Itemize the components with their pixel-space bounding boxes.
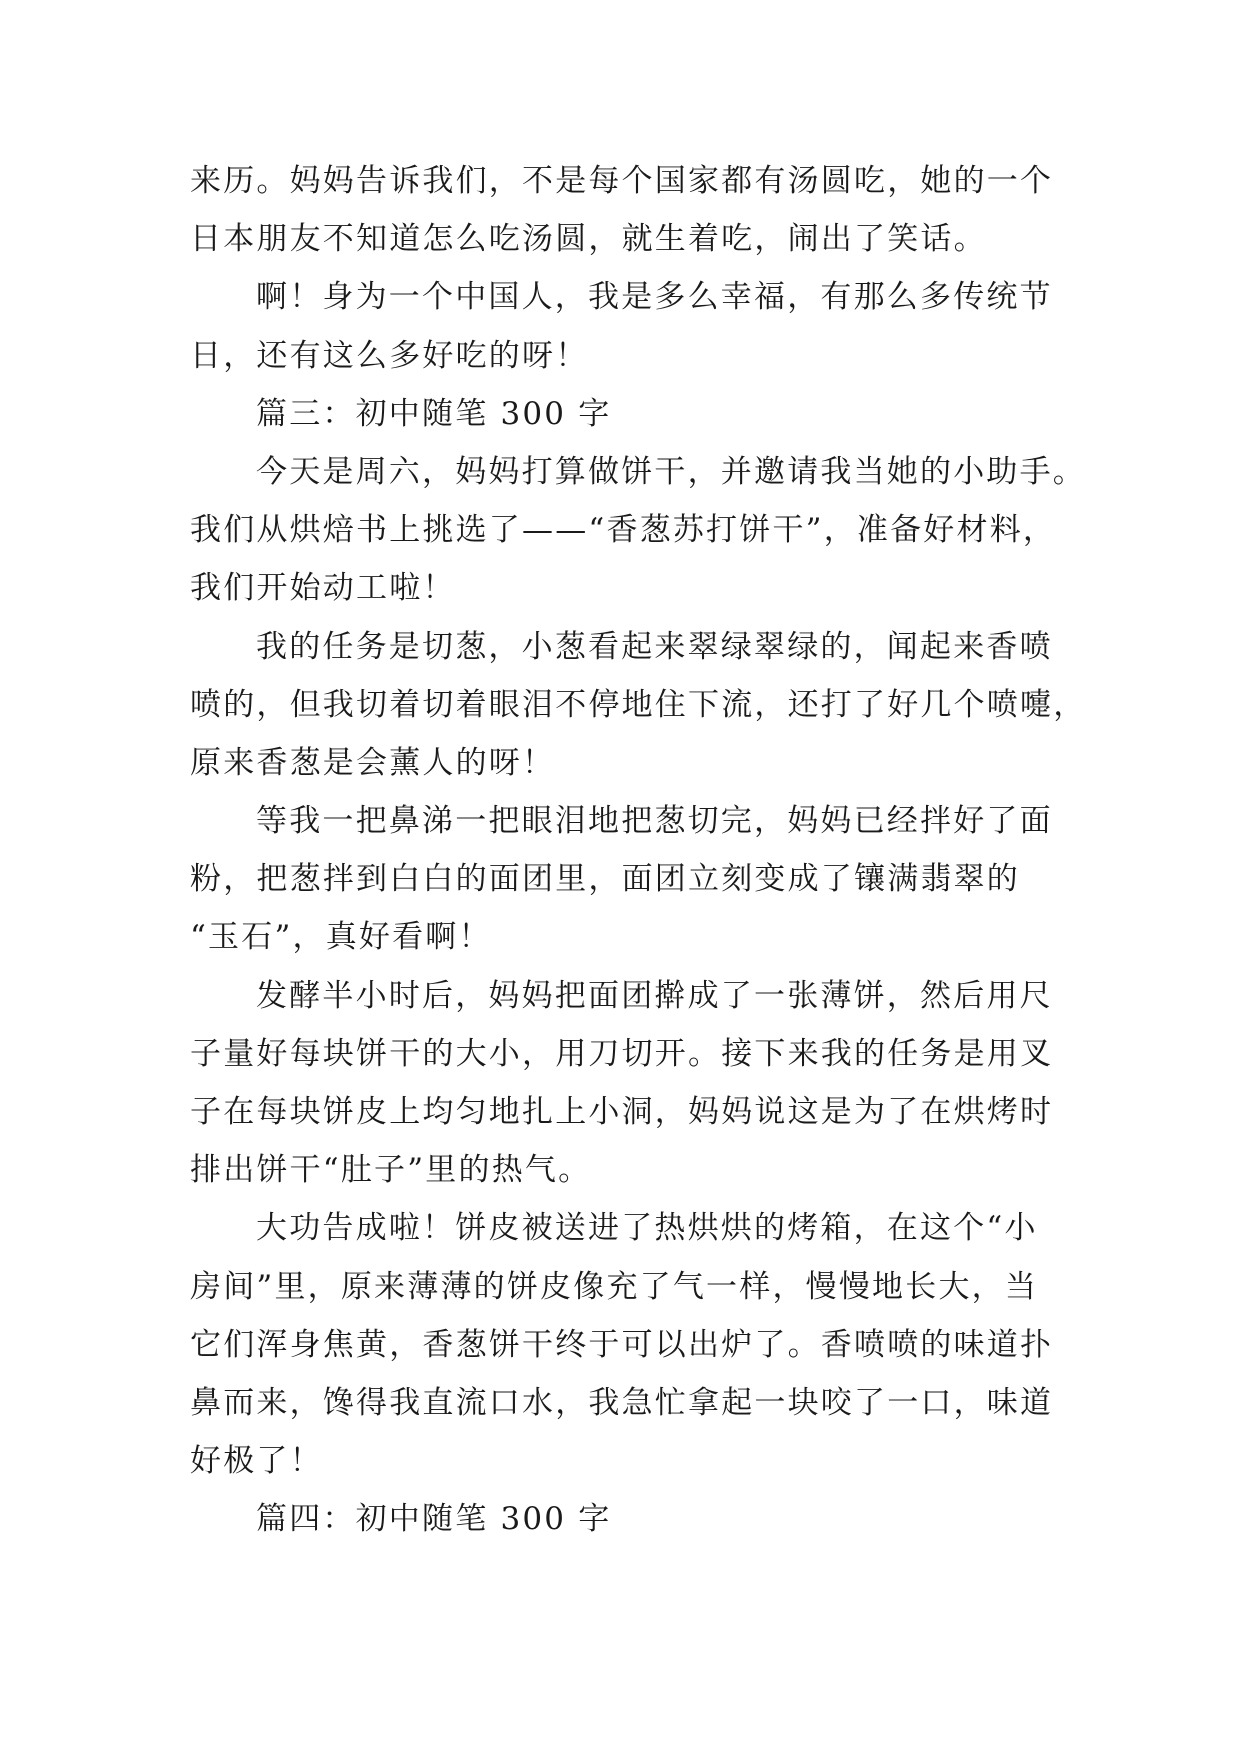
text-line: 发酵半小时后，妈妈把面团擀成了一张薄饼，然后用尺: [256, 977, 1053, 1014]
text-line: 排出饼干“肚子”里的热气。: [190, 1152, 592, 1189]
text-line: 子量好每块饼干的大小，用刀切开。接下来我的任务是用叉: [190, 1035, 1054, 1072]
text-line: 我的任务是切葱，小葱看起来翠绿翠绿的，闻起来香喷: [256, 628, 1053, 665]
text-line: 我们开始动工啦！: [190, 570, 456, 607]
text-line: 子在每块饼皮上均匀地扎上小洞，妈妈说这是为了在烘烤时: [190, 1094, 1054, 1130]
section-heading: 篇三：初中随笔 300 字: [256, 395, 612, 432]
text-line: 日，还有这么多好吃的呀！: [190, 337, 589, 374]
text-line: 我们从烘焙书上挑选了——“香葱苏打饼干”，准备好材料，: [190, 512, 1057, 549]
section-heading: 篇四：初中随笔 300 字: [256, 1501, 612, 1538]
text-line: 它们浑身焦黄，香葱饼干终于可以出炉了。香喷喷的味道扑: [190, 1326, 1054, 1363]
text-line: 大功告成啦！饼皮被送进了热烘烘的烤箱，在这个“小: [256, 1210, 1038, 1247]
text-line: 原来香葱是会薰人的呀！: [190, 744, 556, 781]
text-line: 粉，把葱拌到白白的面团里，面团立刻变成了镶满翡翠的: [190, 861, 1020, 898]
text-line: 好极了！: [190, 1443, 323, 1480]
text-line: 房间”里，原来薄薄的饼皮像充了气一样，慢慢地长大，当: [190, 1268, 1039, 1305]
document-body: [190, 152, 1087, 1549]
text-line: “玉石”，真好看啊！: [190, 919, 492, 956]
text-line: 啊！身为一个中国人，我是多么幸福，有那么多传统节: [256, 279, 1053, 316]
text-line: 鼻而来，馋得我直流口水，我急忙拿起一块咬了一口，味道: [190, 1384, 1054, 1421]
text-line: 今天是周六，妈妈打算做饼干，并邀请我当她的小助手。: [256, 453, 1086, 490]
text-line: 日本朋友不知道怎么吃汤圆，就生着吃，闹出了笑话。: [190, 221, 987, 258]
text-line: 等我一把鼻涕一把眼泪地把葱切完，妈妈已经拌好了面: [256, 803, 1053, 840]
text-line: 来历。妈妈告诉我们，不是每个国家都有汤圆吃，她的一个: [190, 163, 1054, 199]
text-line: 喷的，但我切着切着眼泪不停地住下流，还打了好几个喷嚏，: [190, 686, 1087, 723]
